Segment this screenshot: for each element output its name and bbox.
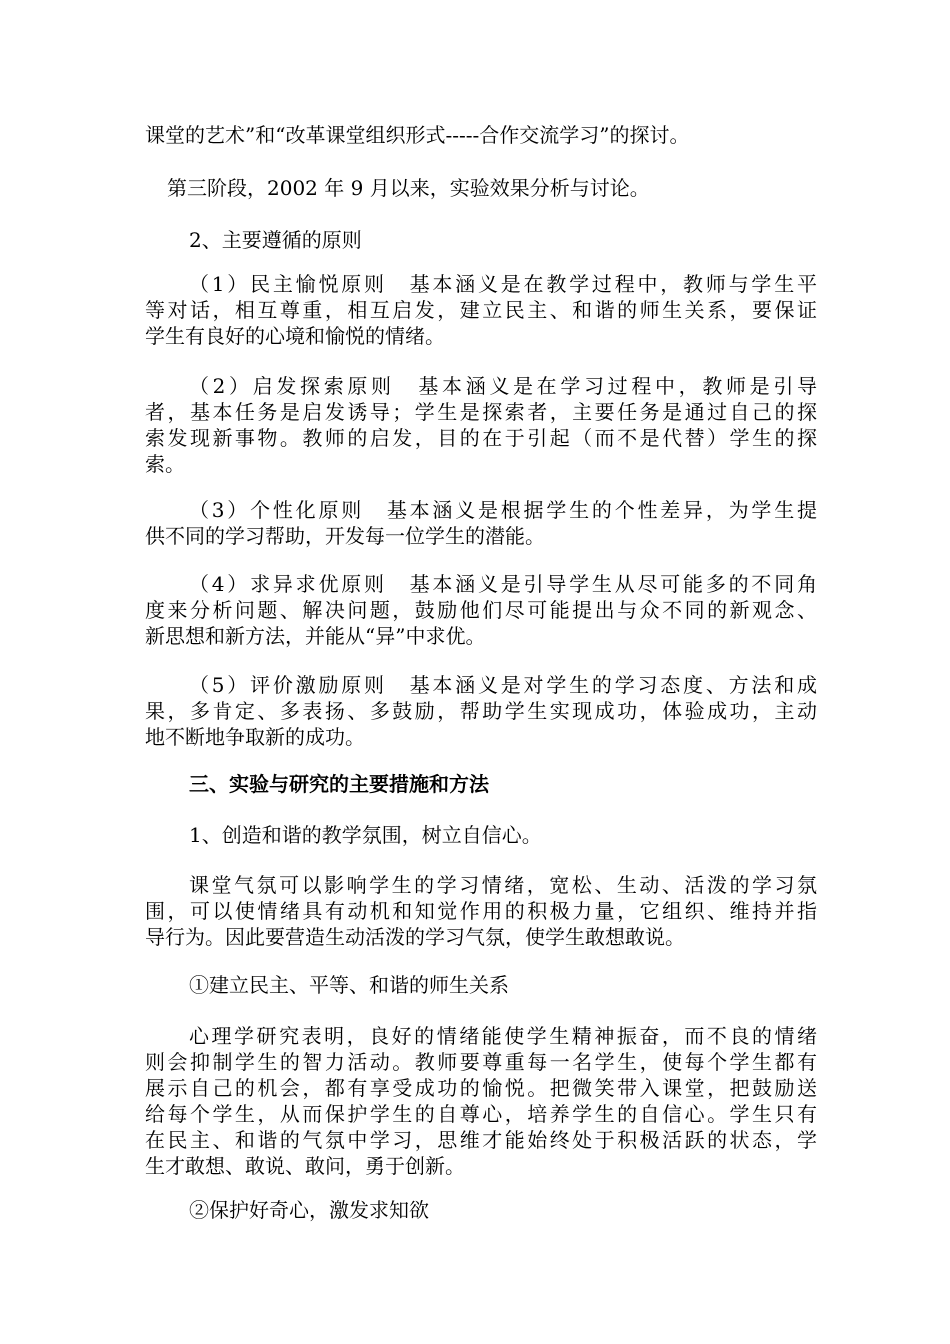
text-line: （1）民主愉悦原则 基本涵义是在教学过程中，教师与学生平 (189, 272, 817, 296)
text-line: 生才敢想、敢说、敢问，勇于创新。 (145, 1154, 465, 1178)
section-heading: 三、实验与研究的主要措施和方法 (189, 772, 489, 796)
text-line: 在民主、和谐的气氛中学习，思维才能始终处于积极活跃的状态，学 (145, 1128, 817, 1152)
text-line: （3）个性化原则 基本涵义是根据学生的个性差异，为学生提 (189, 498, 817, 522)
text-line: 地不断地争取新的成功。 (145, 725, 365, 749)
text-line: 第三阶段，2002 年 9 月以来，实验效果分析与讨论。 (167, 176, 650, 200)
text-line: 者，基本任务是启发诱导；学生是探索者，主要任务是通过自己的探 (145, 400, 817, 424)
section-subheading: 1、创造和谐的教学氛围，树立自信心。 (189, 823, 542, 847)
text-line: 等对话，相互尊重，相互启发，建立民主、和谐的师生关系，要保证 (145, 298, 817, 322)
text-line: 供不同的学习帮助，开发每一位学生的潜能。 (145, 524, 545, 548)
list-heading: ②保护好奇心，激发求知欲 (189, 1198, 429, 1222)
text-line: 度来分析问题、解决问题，鼓励他们尽可能提出与众不同的新观念、 (145, 598, 817, 622)
list-heading: ①建立民主、平等、和谐的师生关系 (189, 973, 509, 997)
text-line: 索。 (145, 452, 185, 476)
text-line: （4）求异求优原则 基本涵义是引导学生从尽可能多的不同角 (189, 572, 817, 596)
text-line: 心理学研究表明，良好的情绪能使学生精神振奋，而不良的情绪 (189, 1024, 817, 1048)
text-line: 展示自己的机会，都有享受成功的愉悦。把微笑带入课堂，把鼓励送 (145, 1076, 817, 1100)
section-subheading: 2、主要遵循的原则 (189, 228, 362, 252)
text-line: 则会抑制学生的智力活动。教师要尊重每一名学生，使每个学生都有 (145, 1050, 817, 1074)
text-line: 给每个学生，从而保护学生的自尊心，培养学生的自信心。学生只有 (145, 1102, 817, 1126)
text-line: 导行为。因此要营造生动活泼的学习气氛，使学生敢想敢说。 (145, 925, 685, 949)
text-line: 课堂的艺术”和“改革课堂组织形式-----合作交流学习”的探讨。 (145, 123, 690, 147)
text-line: （2）启发探索原则 基本涵义是在学习过程中，教师是引导 (189, 374, 817, 398)
text-line: 围，可以使情绪具有动机和知觉作用的积极力量，它组织、维持并指 (145, 899, 817, 923)
text-line: 课堂气氛可以影响学生的学习情绪，宽松、生动、活泼的学习氛 (189, 873, 817, 897)
text-line: 学生有良好的心境和愉悦的情绪。 (145, 324, 445, 348)
text-line: 新思想和新方法，并能从“异”中求优。 (145, 624, 486, 648)
text-line: 索发现新事物。教师的启发，目的在于引起（而不是代替）学生的探 (145, 426, 817, 450)
text-line: （5）评价激励原则 基本涵义是对学生的学习态度、方法和成 (189, 673, 817, 697)
text-line: 果，多肯定、多表扬、多鼓励，帮助学生实现成功，体验成功，主动 (145, 699, 817, 723)
